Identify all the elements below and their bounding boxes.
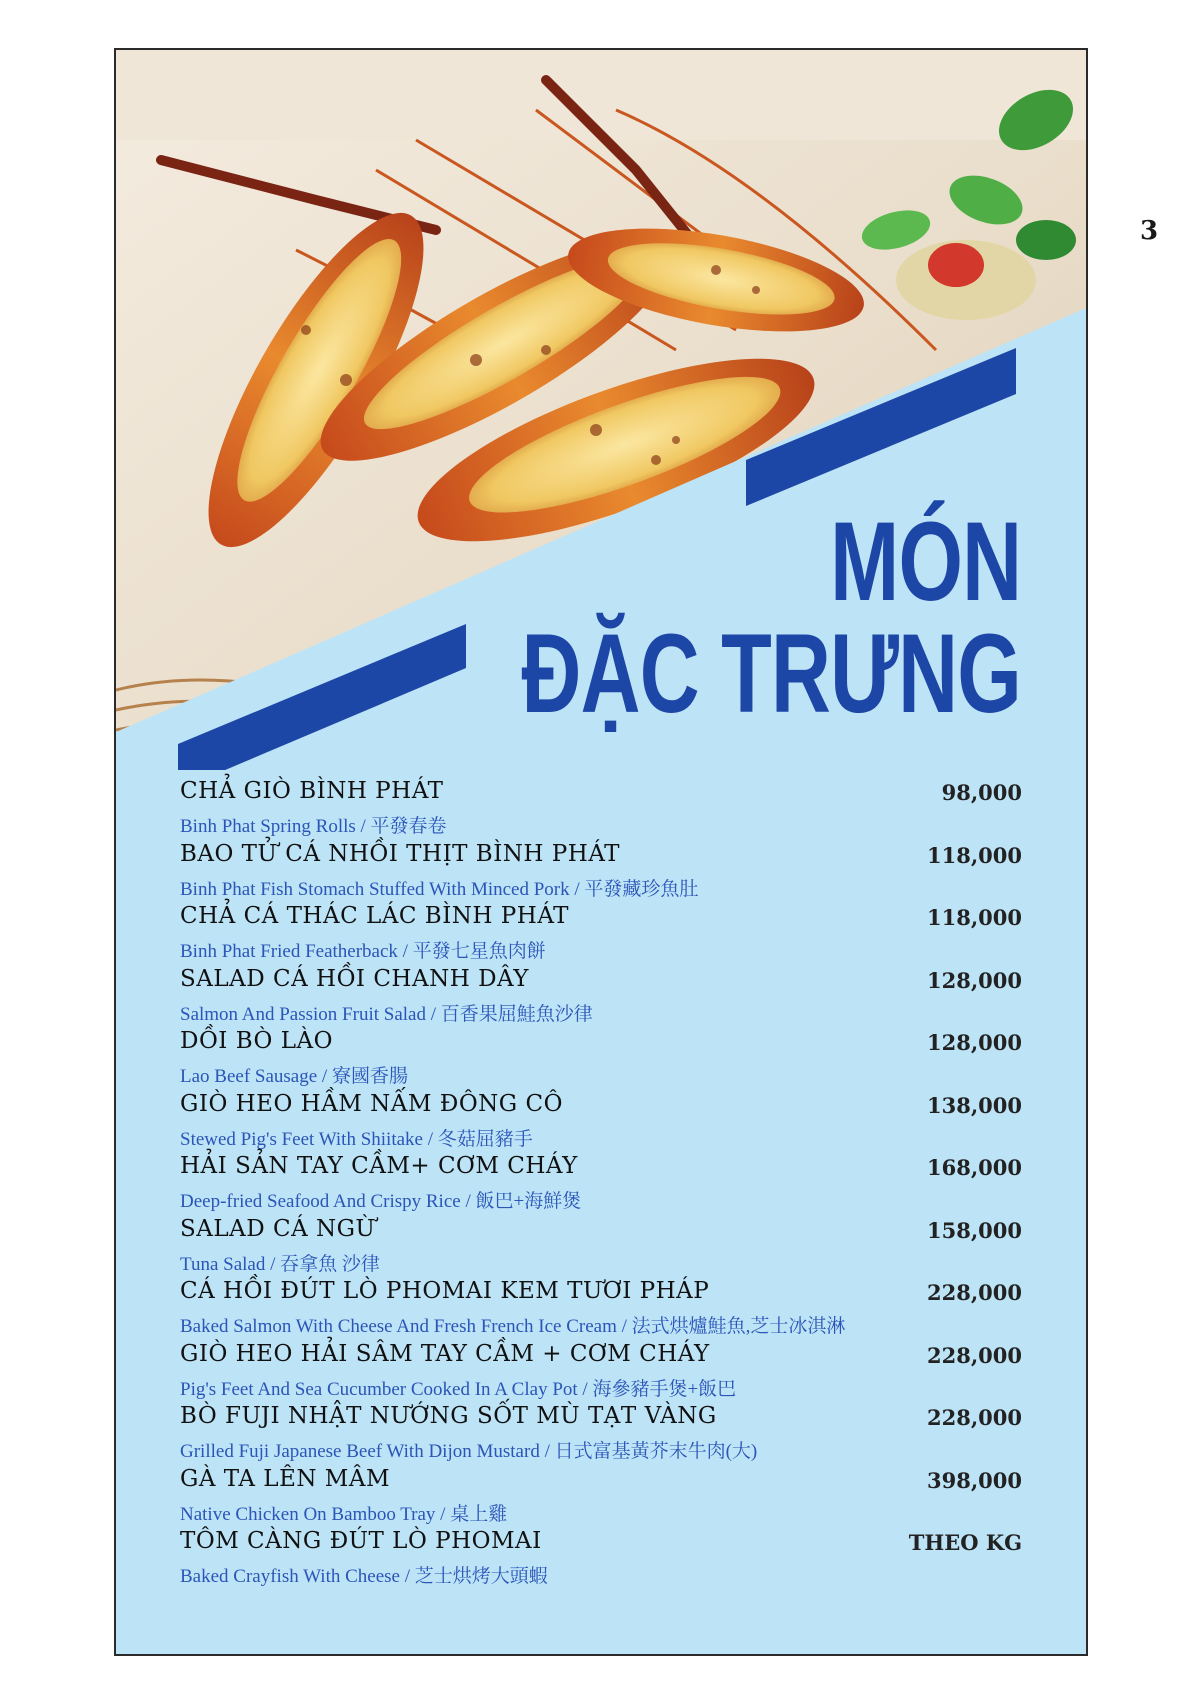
dish-name: BÒ FUJI NHẬT NƯỚNG SỐT MÙ TẠT VÀNG: [180, 1403, 717, 1429]
dish-subtitle: Native Chicken On Bamboo Tray / 桌上雞: [180, 1503, 508, 1525]
page-title-line-1: MÓN: [829, 499, 1021, 624]
dish-subtitle: Tuna Salad / 吞拿魚 沙律: [180, 1253, 380, 1275]
dish-subtitle: Salmon And Passion Fruit Salad / 百香果屈鮭魚沙律: [180, 1003, 593, 1025]
dish-subtitle: Lao Beef Sausage / 寮國香腸: [180, 1066, 408, 1087]
menu-item: [180, 1216, 1022, 1279]
dish-subtitle: Baked Salmon With Cheese And Fresh French Ice Cream / 法式烘爐鮭魚,芝士冰淇淋: [180, 1316, 846, 1337]
dish-name: CHẢ GIÒ BÌNH PHÁT: [180, 778, 444, 804]
menu-item: [180, 1466, 1022, 1529]
dish-price: THEO KG: [908, 1530, 1022, 1555]
menu-item: [180, 1278, 1022, 1341]
dish-price: 398,000: [927, 1467, 1022, 1493]
menu-page: [114, 48, 1088, 1656]
dish-name: SALAD CÁ NGỪ: [180, 1215, 376, 1242]
menu-item: [180, 1091, 1022, 1154]
dish-price: 168,000: [927, 1155, 1022, 1180]
menu-list: [180, 778, 1022, 1591]
dish-price: 138,000: [927, 1092, 1022, 1118]
dish-name: GIÒ HEO HẢI SÂM TAY CẦM + CƠM CHÁY: [180, 1340, 710, 1367]
dish-price: 118,000: [927, 905, 1022, 930]
menu-item: [180, 1028, 1022, 1091]
dish-subtitle: Stewed Pig's Feet With Shiitake / 冬菇屈豬手: [180, 1128, 533, 1150]
menu-item: [180, 841, 1022, 904]
dish-name: CHẢ CÁ THÁC LÁC BÌNH PHÁT: [180, 903, 570, 929]
dish-price: 158,000: [927, 1217, 1022, 1243]
dish-name: CÁ HỒI ĐÚT LÒ PHOMAI KEM TƯƠI PHÁP: [180, 1278, 710, 1304]
dish-price: 228,000: [927, 1280, 1022, 1305]
dish-name: BAO TỬ CÁ NHỒI THỊT BÌNH PHÁT: [180, 840, 621, 867]
page-title-line-2: ĐẶC TRƯNG: [521, 611, 1021, 736]
dish-price: 128,000: [927, 1030, 1022, 1055]
dish-subtitle: Binh Phat Fish Stomach Stuffed With Minced Pork / 平發藏珍魚肚: [180, 878, 699, 900]
dish-subtitle: Grilled Fuji Japanese Beef With Dijon Mustard / 日式富基黃芥末牛肉(大): [180, 1441, 758, 1462]
dish-price: 128,000: [927, 967, 1022, 993]
dish-price: 98,000: [941, 780, 1022, 805]
menu-item: [180, 1341, 1022, 1404]
dish-name: TÔM CÀNG ĐÚT LÒ PHOMAI: [180, 1528, 542, 1554]
dish-name: SALAD CÁ HỒI CHANH DÂY: [180, 965, 529, 992]
menu-item: [180, 966, 1022, 1029]
dish-subtitle: Deep-fried Seafood And Crispy Rice / 飯巴+海鮮煲: [180, 1191, 582, 1212]
menu-item: [180, 1403, 1022, 1466]
menu-item: [180, 1153, 1022, 1216]
page-number: 3: [1140, 216, 1159, 246]
dish-subtitle: Binh Phat Fried Featherback / 平發七星魚肉餅: [180, 941, 546, 962]
dish-subtitle: Binh Phat Spring Rolls / 平發春卷: [180, 816, 447, 837]
dish-subtitle: Baked Crayfish With Cheese / 芝士烘烤大頭蝦: [180, 1566, 548, 1587]
dish-price: 228,000: [927, 1405, 1022, 1430]
menu-item: [180, 778, 1022, 841]
dish-name: DỒI BÒ LÀO: [180, 1028, 333, 1054]
dish-subtitle: Pig's Feet And Sea Cucumber Cooked In A Clay Pot / 海參豬手煲+飯巴: [180, 1378, 737, 1400]
dish-price: 118,000: [927, 842, 1022, 868]
menu-item: [180, 1528, 1022, 1591]
dish-name: GIÒ HEO HẦM NẤM ĐÔNG CÔ: [180, 1090, 563, 1117]
dish-name: GÀ TA LÊN MÂM: [180, 1465, 391, 1492]
dish-price: 228,000: [927, 1342, 1022, 1368]
menu-item: [180, 903, 1022, 966]
dish-name: HẢI SẢN TAY CẦM+ CƠM CHÁY: [180, 1153, 578, 1179]
